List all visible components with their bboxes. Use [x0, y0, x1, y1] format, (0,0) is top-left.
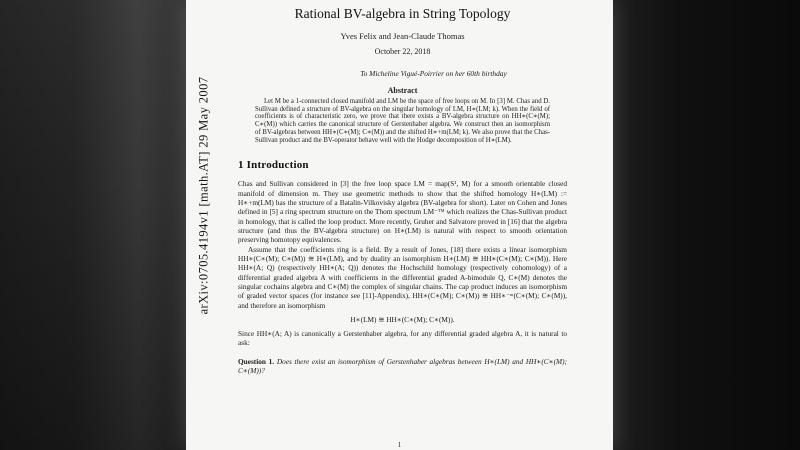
page-number: 1: [397, 441, 402, 449]
abstract-heading: Abstract: [387, 86, 418, 95]
question-text: Does there exist an isomorphism of Gerstenhaber algebras between H∗(LM) and HH∗(C∗(M); C∗(M))?: [238, 356, 567, 376]
paper-page: [186, 0, 613, 450]
arxiv-identifier-stamp: arXiv:0705.4194v1 [math.AT] 29 May 2007: [196, 76, 211, 315]
section-heading-introduction: 1 Introduction: [238, 159, 309, 172]
paragraph-2: Assume that the coefficients ring is a field. By a result of Jones, [18] there exists a linear isomorphism HH∗(C∗(M); C∗(M)) ≅ H∗(LM), and by duality an isomorphism H∗(LM) ≅ HH∗(C∗(M); C∗(M)). Here HH∗(A; Q) (respectively HH∗(A; Q)) denotes the Hochschild homology (respectively cohomology) of a differential graded algebra A with coefficients in the differential graded A-bimodule Q, C∗(M) denotes the singular cochains algebra and C∗(M) the complex of singular chains. The cap product induces an isomorphism of graded vector spaces (for instance see [11]-Appendix), HH∗(C∗(M); C∗(M)) ≅ HH∗⁻ᵐ(C∗(M); C∗(M)), and therefore an isomorphism: [238, 244, 567, 310]
paper-title: Rational BV-algebra in String Topology: [294, 6, 511, 21]
display-equation: H∗(LM) ≅ HH∗(C∗(M); C∗(M)).: [350, 315, 455, 325]
dedication-line: To Micheline Vigué-Poirrier on her 60th birthday: [360, 69, 507, 78]
paragraph-3: Since HH∗(A; A) is canonically a Gerstenhaber algebra, for any differential graded algebra A, it is natural to ask:: [238, 329, 567, 348]
question-block: [238, 357, 567, 376]
paragraph-1: Chas and Sullivan considered in [3] the free loop space LM = map(S¹, M) for a smooth orientable closed manifold of dimension m. They use geometric methods to show that the shifted homology H∗(LM) := H∗+m(LM) has the structure of a Batalin-Vilkovisky algebra (BV-algebra for short). Later on Cohen and Jones defined in [5] a ring spectrum structure on the Thom spectrum LM⁻ᵀᴹ which realizes the Chas-Sullivan product in homology, that is called the loop product. More recently, Gruher and Salvatore proved in [16] that the algebra structure (and thus the BV-algebra structure) on H∗(LM) is natural with respect to smooth orientation preserving homotopy equivalences.: [238, 179, 567, 245]
abstract-text: Let M be a 1-connected closed manifold and LM be the space of free loops on M. In [3] M. Chas and D. Sullivan defined a structure of BV-algebra on the singular homology of LM, H∗(LM; k). When the field of coefficients is of characteristic zero, we prove that there exists a BV-algebra structure on HH∗(C∗(M); C∗(M)) which carries the canonical structure of Gerstenhaber algebra. We construct then an isomorphism of BV-algebras between HH∗(C∗(M); C∗(M)) and the shifted H∗+m(LM; k). We also prove that the Chas-Sullivan product and the BV-operator behave well with the Hodge decomposition of H∗(LM).: [255, 98, 550, 144]
background-right-blur: [612, 0, 800, 450]
paper-date: October 22, 2018: [374, 47, 431, 56]
background-left-blur: [0, 0, 187, 450]
paper-authors: Yves Felix and Jean-Claude Thomas: [340, 31, 465, 41]
question-label: Question 1.: [238, 356, 275, 366]
paper-content: [186, 0, 613, 375]
